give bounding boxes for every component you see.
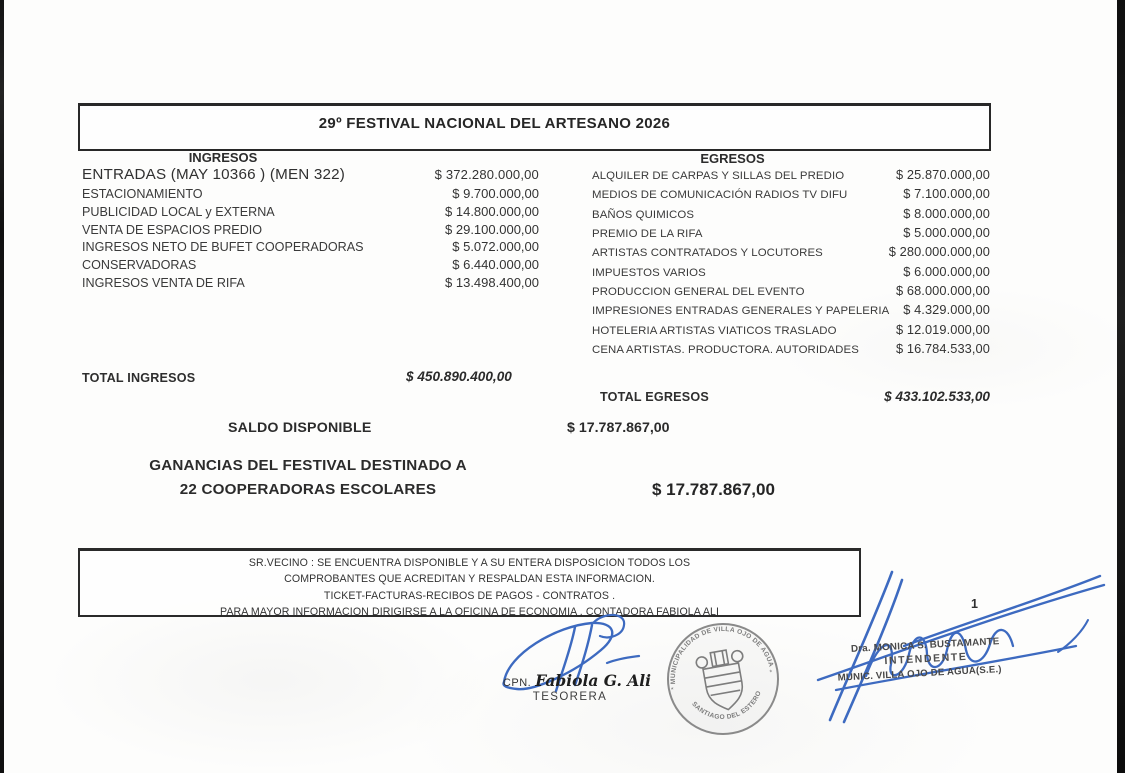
ingresos-item-value: $ 6.440.000,00 [452, 257, 539, 273]
egresos-item-value: $ 280.000.000,00 [888, 244, 990, 260]
treasurer-title: TESORERA [532, 691, 608, 703]
egresos-item-label: PREMIO DE LA RIFA [592, 228, 703, 241]
stamp-separator-icon: * [769, 669, 774, 677]
ganancias-value: $ 17.787.867,00 [652, 480, 775, 499]
notice-line: PARA MAYOR INFORMACION DIRIGIRSE A LA OFICINA DE ECONOMIA . CONTADORA FABIOLA ALI [219, 605, 720, 618]
ingresos-item-label: PUBLICIDAD LOCAL y EXTERNA [82, 204, 275, 219]
total-egresos-value: $ 433.102.533,00 [884, 389, 990, 404]
egresos-row [592, 186, 990, 205]
egresos-item-value: $ 68.000.000,00 [895, 283, 990, 299]
ingresos-item-value: $ 13.498.400,00 [445, 274, 539, 290]
stamp-bottom-text: SANTIAGO DEL ESTERO [690, 689, 763, 722]
total-egresos-label: TOTAL EGRESOS [600, 390, 709, 404]
egresos-item-label: MEDIOS DE COMUNICACIÓN RADIOS TV DIFU [592, 189, 848, 202]
page-title: 29º FESTIVAL NACIONAL DEL ARTESANO 2026 [318, 115, 671, 132]
treasurer-name: Fabiola G. Ali [535, 671, 652, 690]
egresos-item-label: BAÑOS QUIMICOS [592, 208, 695, 221]
egresos-row [592, 206, 990, 225]
total-egresos-row [600, 389, 990, 404]
ganancias-line1: GANANCIAS DEL FESTIVAL DESTINADO A [149, 457, 467, 474]
municipal-stamp-icon [648, 604, 799, 755]
saldo-disponible-label: SALDO DISPONIBLE [228, 420, 372, 436]
mayor-title: INTENDENTE [884, 650, 968, 668]
egresos-item-label: ALQUILER DE CARPAS Y SILLAS DEL PREDIO [592, 170, 845, 182]
ingresos-row [82, 166, 539, 186]
treasurer-signature-icon [488, 610, 658, 720]
egresos-row [592, 264, 990, 283]
ingresos-row [82, 186, 539, 204]
ingresos-item-value: $ 372.280.000,00 [434, 167, 539, 182]
ingresos-item-label: ESTACIONAMIENTO [82, 187, 203, 201]
total-ingresos-label: TOTAL INGRESOS [82, 371, 196, 385]
egresos-row [592, 322, 990, 341]
mayor-name: Dra. MONICA S. BUSTAMANTE [850, 636, 1000, 655]
egresos-item-label: ARTISTAS CONTRATADOS Y LOCUTORES [592, 247, 823, 260]
egresos-item-label: CENA ARTISTAS. PRODUCTORA. AUTORIDADES [592, 344, 859, 357]
ingresos-item-value: $ 14.800.000,00 [445, 203, 539, 219]
egresos-row [592, 302, 990, 321]
saldo-disponible-value: $ 17.787.867,00 [567, 420, 670, 436]
stamp-top-text: MUNICIPALIDAD DE VILLA OJO DE AGUA [669, 625, 775, 685]
ingresos-row [82, 239, 539, 257]
ingresos-item-label: CONSERVADORAS [82, 258, 197, 273]
egresos-row [592, 341, 990, 360]
egresos-item-label: PRODUCCION GENERAL DEL EVENTO [592, 286, 805, 299]
ingresos-item-label: VENTA DE ESPACIOS PREDIO [82, 222, 263, 237]
notice-line: COMPROBANTES QUE ACREDITAN Y RESPALDAN ESTA INFORMACION. [284, 573, 655, 586]
ingresos-item-label: INGRESOS NETO DE BUFET COOPERADORAS [82, 240, 364, 255]
scan-edge-artifact-left [0, 0, 4, 773]
ingresos-item-value: $ 29.100.000,00 [445, 221, 539, 237]
mayor-org: MUNIC. VILLA OJO DE AGUA(S.E.) [837, 664, 1002, 684]
ingresos-row [82, 222, 539, 240]
ingresos-list [82, 166, 539, 293]
egresos-row [592, 283, 990, 302]
egresos-item-value: $ 7.100.000,00 [903, 186, 990, 202]
title-box [78, 103, 991, 151]
ingresos-row [82, 204, 539, 222]
treasurer-name-row [492, 671, 662, 690]
stamp-separator-icon: * [670, 686, 675, 695]
ingresos-row [82, 275, 539, 293]
egresos-list [592, 167, 990, 360]
egresos-item-value: $ 8.000.000,00 [903, 205, 990, 221]
egresos-row [592, 225, 990, 244]
ingresos-item-label: INGRESOS VENTA DE RIFA [82, 275, 245, 290]
egresos-item-value: $ 16.784.533,00 [895, 341, 990, 357]
ganancias-block [122, 454, 494, 502]
egresos-item-label: IMPUESTOS VARIOS [592, 266, 706, 279]
ingresos-item-label: ENTRADAS (MAY 10366 ) (MEN 322) [82, 166, 346, 183]
ingresos-header: INGRESOS [188, 150, 258, 165]
treasurer-prefix: CPN. [502, 677, 532, 689]
egresos-row [592, 244, 990, 263]
ingresos-row [82, 257, 539, 275]
ingresos-item-value: $ 9.700.000,00 [452, 186, 539, 201]
notice-line: TICKET-FACTURAS-RECIBOS DE PAGOS - CONTRATOS . [323, 589, 616, 602]
egresos-item-value: $ 12.019.000,00 [895, 321, 990, 337]
egresos-item-label: HOTELERIA ARTISTAS VIATICOS TRASLADO [592, 324, 837, 337]
ganancias-line2: 22 COOPERADORAS ESCOLARES [179, 481, 437, 498]
egresos-item-value: $ 25.870.000,00 [895, 167, 990, 182]
egresos-header: EGRESOS [700, 151, 765, 166]
egresos-item-value: $ 5.000.000,00 [903, 225, 990, 241]
egresos-item-value: $ 4.329.000,00 [903, 302, 990, 318]
scan-edge-artifact-right [1117, 0, 1125, 773]
egresos-item-label: IMPRESIONES ENTRADAS GENERALES Y PAPELERIA [592, 305, 890, 318]
egresos-item-value: $ 6.000.000,00 [903, 263, 990, 279]
page-number: 1 [971, 597, 978, 611]
notice-line: SR.VECINO : SE ENCUENTRA DISPONIBLE Y A SU ENTERA DISPOSICION TODOS LOS [248, 557, 691, 569]
notice-box [78, 548, 861, 617]
egresos-row [592, 167, 990, 186]
total-ingresos-value: $ 450.890.400,00 [406, 369, 512, 384]
ingresos-item-value: $ 5.072.000,00 [452, 239, 539, 255]
